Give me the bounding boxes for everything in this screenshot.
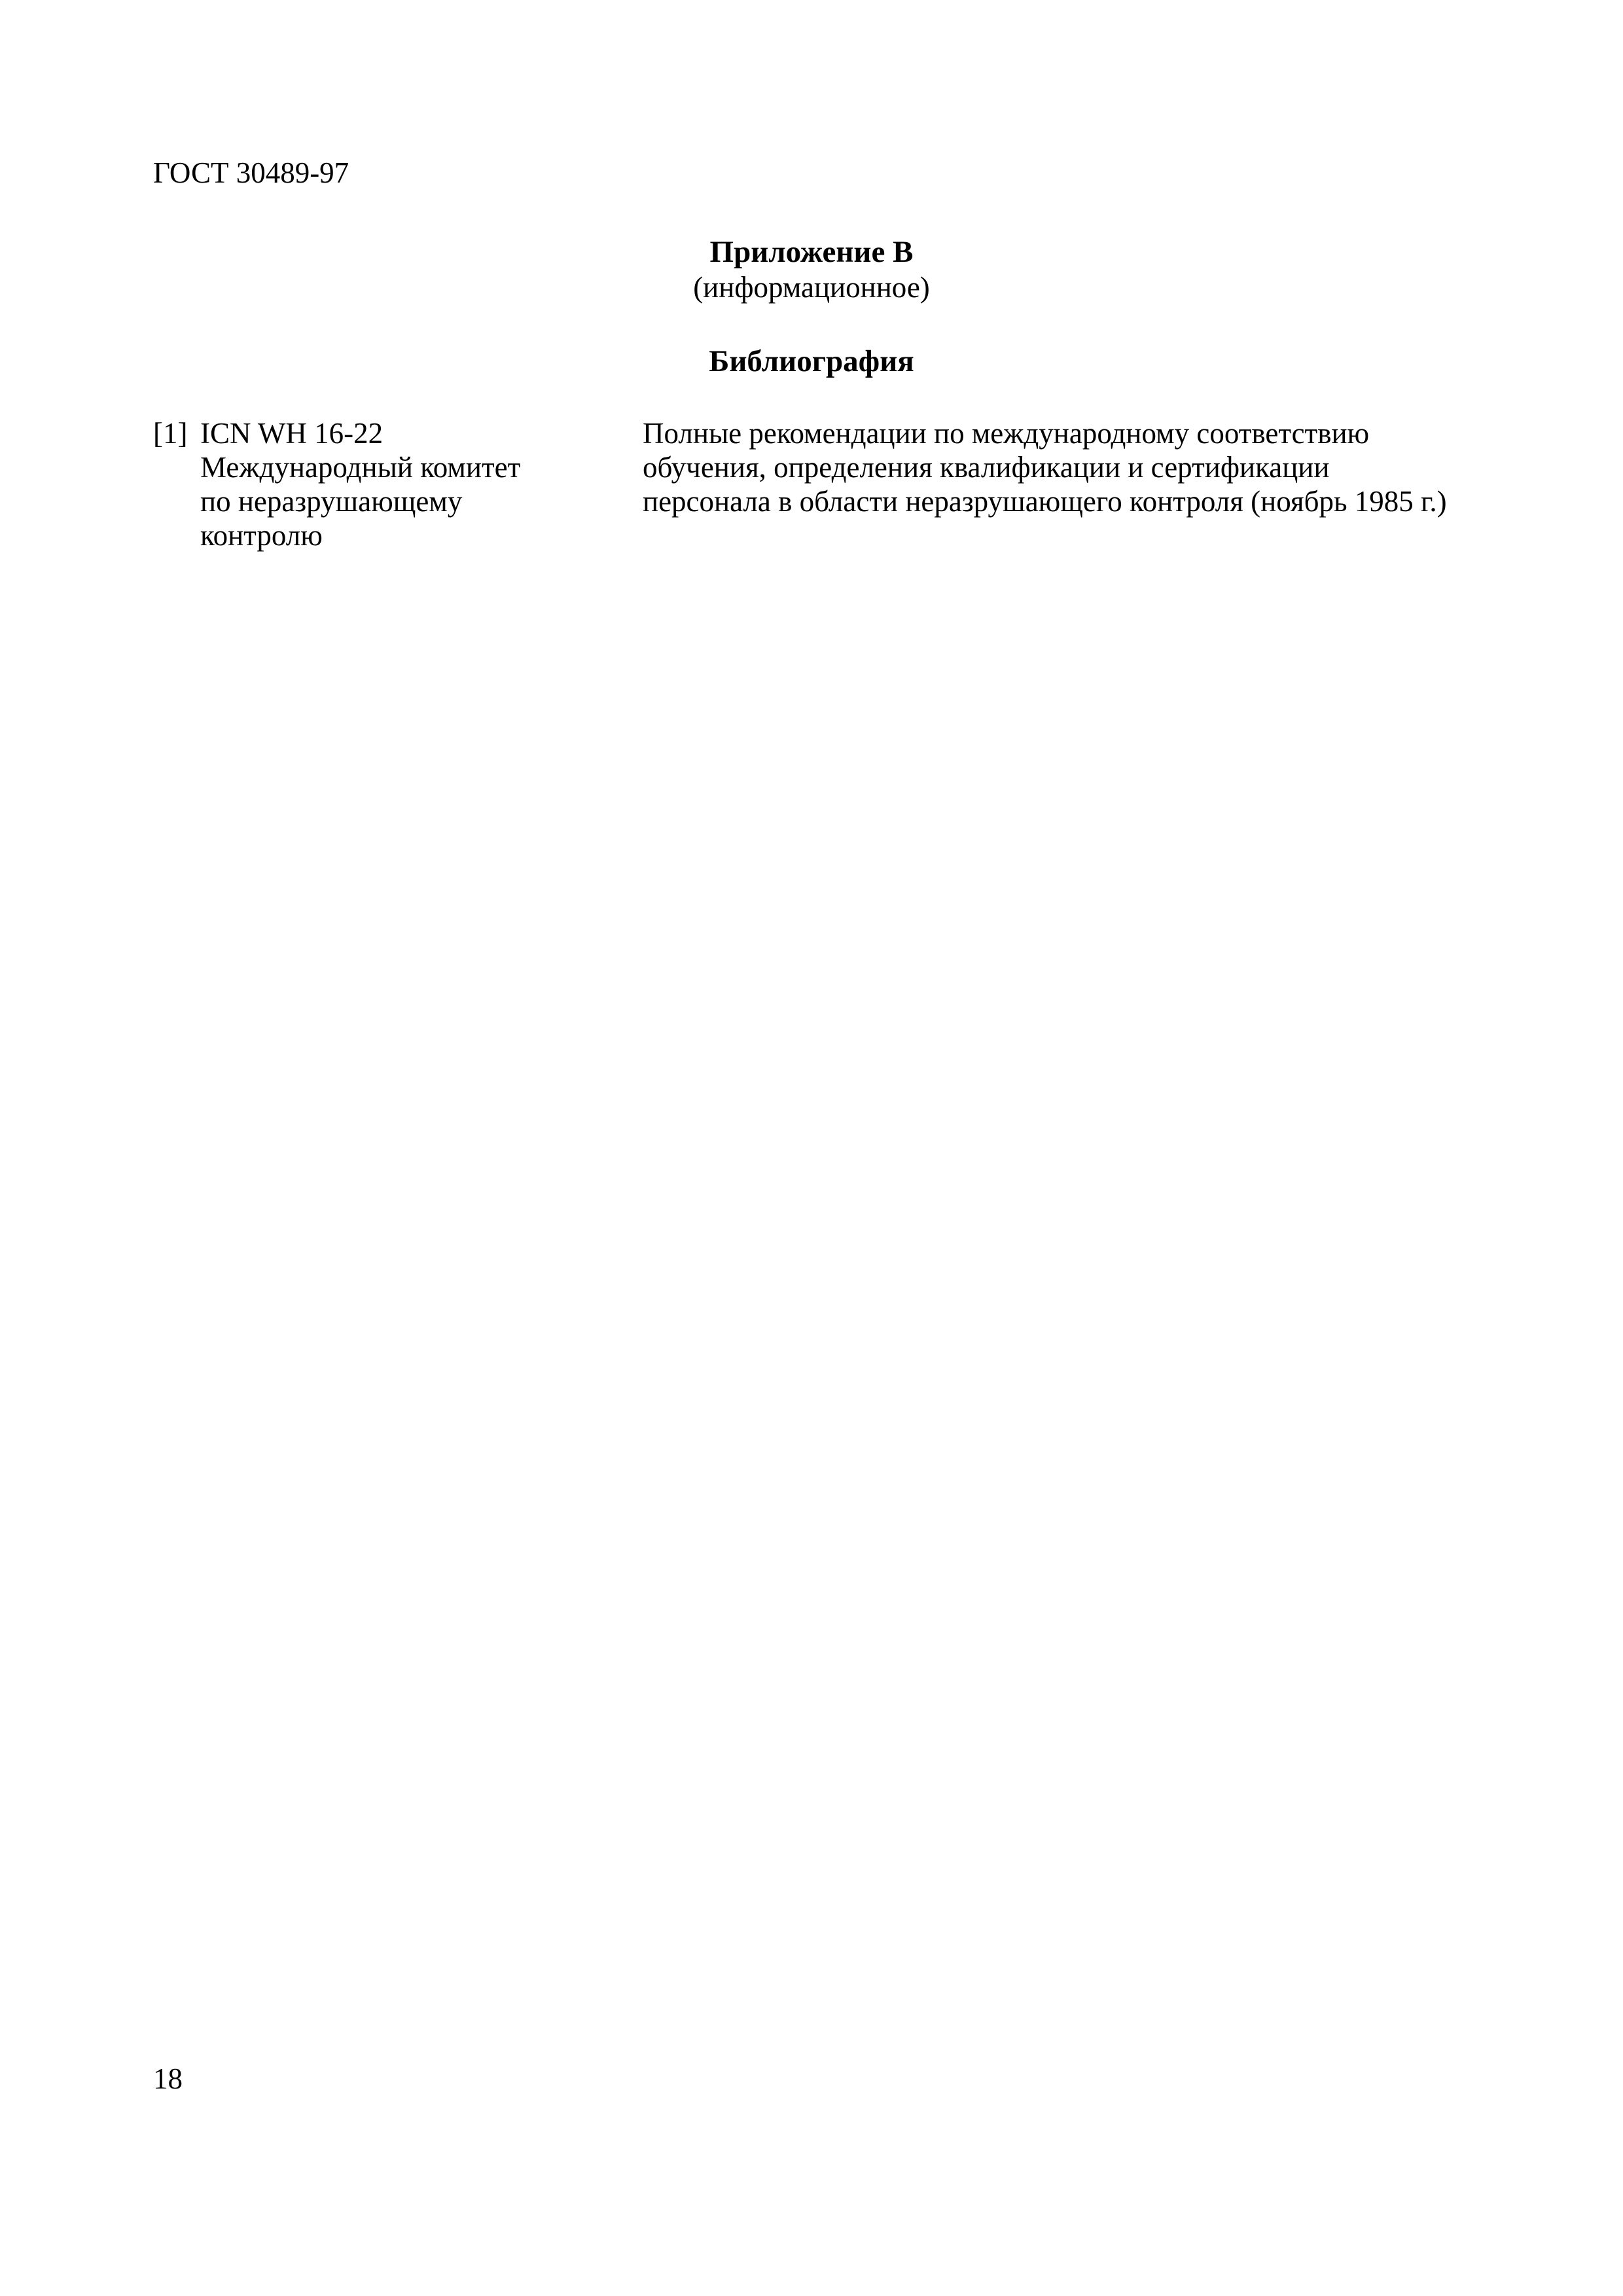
description-line: персонала в области неразрушающего контроля (ноябрь 1985 г.)	[643, 485, 1447, 518]
bibliography-entry-description	[643, 416, 1493, 518]
bibliography-entry-number: [1]	[153, 417, 188, 450]
source-line: контролю	[200, 519, 323, 552]
appendix-subtitle: (информационное)	[693, 271, 930, 304]
source-line: по неразрушающему	[200, 485, 463, 518]
page-number: 18	[153, 2062, 183, 2095]
appendix-title: Приложение В	[709, 235, 914, 269]
document-code-header: ГОСТ 30489-97	[153, 156, 349, 189]
bibliography-entry-source	[200, 416, 619, 552]
source-line: Международный комитет	[200, 451, 521, 484]
appendix-heading-block	[0, 234, 1623, 305]
description-line: обучения, определения квалификации и сертификации	[643, 451, 1330, 484]
bibliography-heading: Библиография	[709, 344, 914, 378]
description-line: Полные рекомендации по международному соответствию	[643, 417, 1370, 450]
source-line: ICN WH 16-22	[200, 417, 383, 450]
